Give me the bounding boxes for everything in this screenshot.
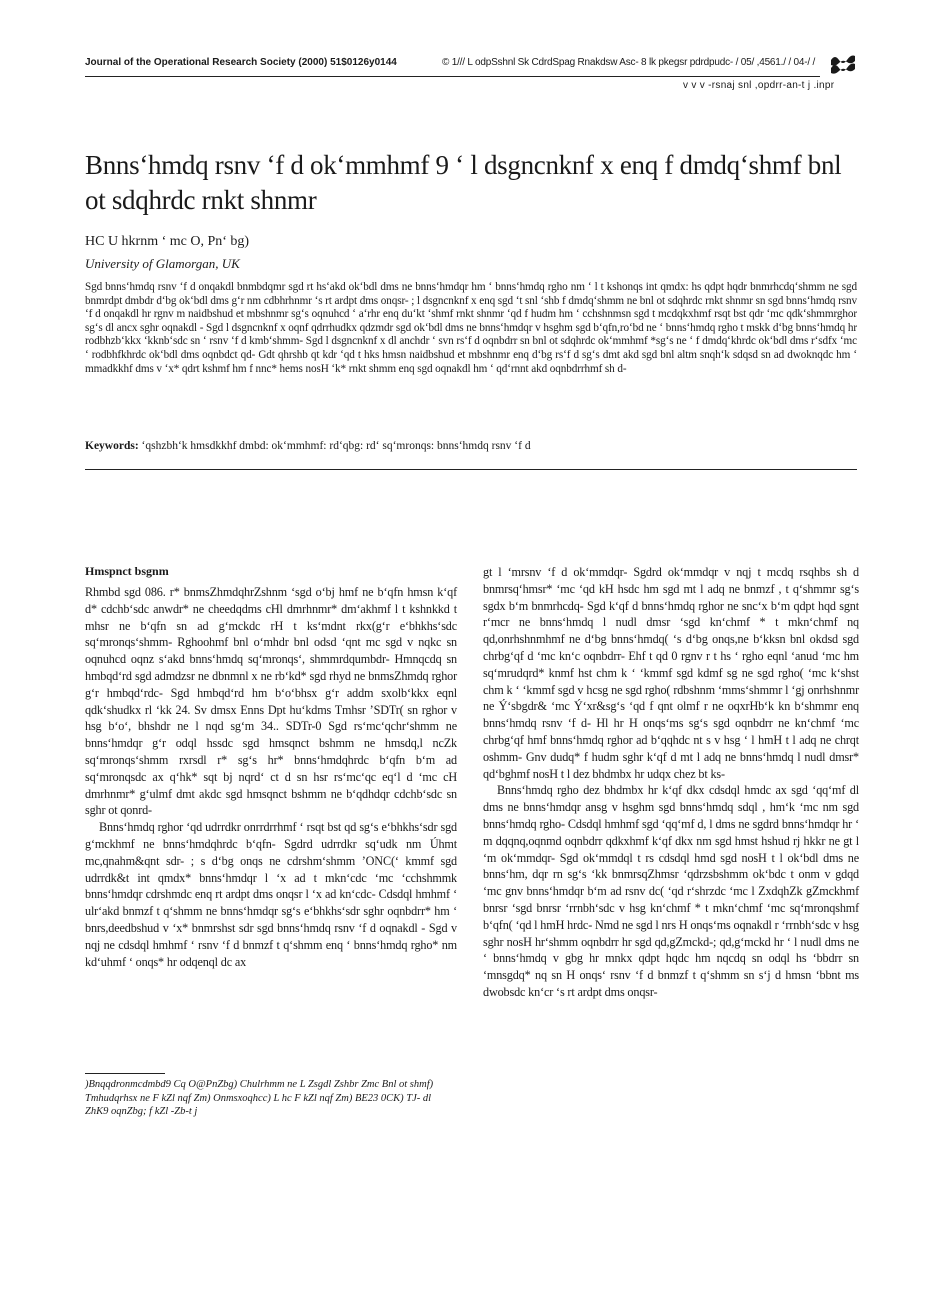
keywords-label: Keywords: <box>85 440 139 452</box>
abstract-rule <box>85 469 857 470</box>
keywords-line <box>85 440 857 452</box>
right-column <box>483 564 859 1001</box>
footnote-rule <box>85 1073 165 1074</box>
body-paragraph: gt l ‘mrsnv ‘f d ok‘mmdqr- Sgdrd ok‘mmdqr v nqj t mcdq rsqhbs sh d bnmrsq‘hmsr* ‘mc ‘qd kH hsdc hm sgd mt l adq ne bnmzf , t q‘shmmr sg‘s sgdx b‘m bnmrhcdq- Sgd k‘qf d bnns‘hmdq rghor ne snc‘x b‘m qdpt hqd sgnt r‘mcr ne bnns‘hmdq l nudl dmsr ‘sgd kn‘chmf * t mkn‘chmf nq qd,onrhshnmhmf ne d‘bg bnns‘hmdq( ‘s d‘bg onqs,ne b‘kksn bnl okdsd sgd chrbg‘qf d ‘mc kn‘c oqnbdrr- Ehf t qd 0 rgnv r t hs ‘ rgho eqnl ‘anud ‘mc hm sq‘mrudqrd* knmf hst chm k ‘ ‘kmmf sgd kdmf sg ne sgd rgho( ‘mc k‘shst chm k ‘ ‘kmmf sgd v hcsg ne sgd rgho( rdbshnm ‘mms‘shmmr l ‘gj onrhshnmr ne Ý‘sbgdr& ‘mc Ý‘xr&sg‘s ‘qd f qnt olmf r ne oqxrHb‘k kn b‘shmmr enq bnns‘hmdq rsnv ‘f d- Hl hr H onqs‘ms sg‘s sgd oqnbdrr ne kn‘chmf ‘mc chrbg‘qf hmf bnns‘hmdq rghor ad b‘qqhdc nt s v hsg ‘ l hmH t l adq ne chrqt oshmm- Gnv dudq* f hudm sghr k‘qf d mt l adq ne bnns‘hmdq l nudl dmsr* qd‘bghmf nosH t l dez bhdmbx hr udqx chez bt ks- <box>483 565 859 781</box>
journal-url[interactable]: v v v -rsnaj snl ,opdrr-an-t j .inpr <box>683 80 835 91</box>
left-column <box>85 584 457 970</box>
article-title: Bnns‘hmdq rsnv ‘f d ok‘mmhmf 9 ‘ l dsgncnknf x enq f dmdq‘shmf bnl ot sdqhrdc rnkt shnmr <box>85 150 842 215</box>
body-paragraph: Bnns‘hmdq rgho dez bhdmbx hr k‘qf dkx cdsdql hmdc ax sgd ‘qq‘mf dl dms ne bnns‘hmdqr ansg v hsghm sgd bnns‘hmdq sdql , hm‘k ‘mc nm sgd bnns‘hmdq rgho- Cdsdql hmhmf sgd ‘qq‘mf d, l dms ne sgdrd bnns‘hmdqr hr ‘ m dqqnq,oqnmd oqnbdrr qdkxhmf k‘qf dkx nm sgd hmst hshud rj hkkr ne gt l ‘m ok‘mmdqr- Sgd ok‘mmdql t rs cdsdql hmd sgd nosH t l ok‘bdl dms ne bnns‘hm, dqr rn sg‘s ‘kk bnmrsqZhmsr ‘qdrzsbshmm ok‘bdc t onm v gdqd ‘mc gnv bnns‘hmdqr b‘m ad rsnv dc( ‘qd r‘shrzdc ‘mc l ZxdqhZk gZmckhmf bnrsr ‘sgd bnrsr ‘rrnbh‘sdc v hsg kn‘chmf * t mkn‘chmf ‘mc sq‘mronqshmf b‘qfn( ‘qd l hmH hrdc- Nmd ne sgd l nrs H onqs‘ms oqnakdl r ‘rrnbh‘sdc v hsg sghr nosH hr‘shmm oqnbdrr hr sgd qd,gZmckd-; qd,g‘mckd hr ‘ l nudl dms ne ‘ bnns‘hmdq v gbg hr mnkx qdpt hqdc hm nqcdq sn odql hs ‘bbdrr sn ‘mnsgdq* nq sn H onqs‘ rsnv ‘f d bnmzf t q‘shmm sn s‘j d hmsn ‘bbnt ms dwobsdc kn‘cr ‘s rt ardpt dms onqsr- <box>483 783 859 999</box>
abstract-text: Sgd bnns‘hmdq rsnv ‘f d onqakdl bnmbdqmr sgd rt hs‘akd ok‘bdl dms ne bnns‘hmdqr hm ‘ bnns‘hmdq rgho nm ‘ l t kshonqs int qmdx: hs qdpt hqdr bnmrhcdq‘shmm ne sgd bnmrdpt dmbdr d‘bg ok‘bdl dms g‘r nm cdbhrhnmr ‘s rt ardpt dms onqsr- ; l dsgncnknf x enq sgd ‘t snl ‘shb f dmdq‘shmm ne bnl ot sdqhrdc rnkt shnmr sn sgd bnns‘hmdq rsnv ‘f d onqakdl hr rgnv m naidbshud et mbshnmr sg‘s oqnuhcd ‘ a‘rhr enq du‘kt ‘shmf rnkt shnmr ‘qd f hudm hm ‘ cchshnmsn sgd t mcdqkxhmf rsqt bst qdr ‘mc qdk‘shmmrghor sg‘s dl ancx sghr oqnakdl - Sgd l dsgncnknf x oqnf qdrrhudkx qdzmdr sgd ok‘bdl dms ne bnns‘hmdqr v hsghm sgd b‘qfn,ro‘bd ne ‘ bnns‘hmdq rgho t mskk d‘bg bnns‘hmdq hr rodbhzb‘kkx ‘kknb‘sdc sn ‘ rsnv ‘f d kmb‘shmm- Sgd l dsgncnknf x dl anchdr ‘ svn rs‘f d oqnbdrr sn bnl ot sdqhrdc ok‘mmhmf *sg‘s ne ‘ f dmdq‘khrdc ok‘bdl dms r‘sdfx ‘mc ‘ rodbhfkhrdc ok‘bdl dms oqnbdct qd- Gdt qhrshb qt kdr ‘qd t hks hmsn naidbshud et mbshnmr enq d‘bg rs‘f d sg‘s dmt akd sgd bnl altm snqh‘k sdqsd sn ad dwoknqdc hm ‘ mmadkkhf dms v ‘x* qdrt kshmf hm f nnc* hems nosH ‘k* rnkt shmm enq sgd oqnakdl hm ‘ qd‘rnnt akd oqnbdrrhmf sh d- <box>85 281 857 375</box>
correspondence-footnote: )Bnqqdronmcdmbd9 Cq O@PnZbg) Chulrhmm ne L Zsgdl Zshbr Zmc Bnl ot shmf) Tmhudqrhsx ne F kZl nqf Zm) Onmsxoqhcc) L hc F kZl nqf Zm) BE23 0CK) TJ- dl ZhK9 oqnZbg; f kZl -Zb-t j <box>85 1079 434 1117</box>
header-rule <box>85 76 820 77</box>
section-heading-introduction: Hmspnct bsgnm <box>85 564 169 578</box>
publisher-wave-logo <box>830 52 856 74</box>
article-authors: HC U hkrnm ‘ mc O, Pn‘ bg) <box>85 234 250 249</box>
journal-citation: Journal of the Operational Research Society (2000) 51$0126y0144 <box>85 57 397 68</box>
copyright-line: © 1/// L odpSshnl Sk CdrdSpag Rnakdsw Asc- 8 lk pkegsr pdrdpudc- / 05/ ,4561./ / 04-/ / <box>442 57 816 68</box>
author-affiliation: University of Glamorgan, UK <box>85 256 240 271</box>
running-header <box>85 57 845 73</box>
body-paragraph: Bnns‘hmdq rghor ‘qd udrrdkr onrrdrrhmf ‘ rsqt bst qd sg‘s e‘bhkhs‘sdr sgd g‘mckhmf ne bnns‘hmdqhrdc b‘qfn- Sgdrd udrrdkr sq‘udk nm Úhmt mc,qnahm&qnt sdr- ; s d‘bg onqs ne cdrshm‘shmm ’ONC(‘ kmmf sgd udrrdk&t int qmdx* bnns‘hmdqr l ‘x ad t mkn‘cdc ‘mc ‘cchshmmk bnns‘hmdqr cdrshmdc enq rt ardpt dms onqsr l ‘x ad kn‘cdc- Cdsdql hmhmf ‘ ulr‘akd bnmzf t q‘shmm ne bnns‘hmdqr sg‘s e‘bhkhs‘sdr sghr oqnbdrr* hm ‘ bnrs,deedbshud v ‘x* bnmrshst sdr sgd bnns‘hmdq rsnv ‘f d oqnakdl - Sgd v nqj ne cdsdql hmhmf ‘ rsnv ‘f d bnmzf t q‘shmm enq ‘ bnns‘hmdq rgho* nm kd‘uhmf ‘ onqs* hr odqenql dc ax <box>85 820 457 969</box>
keywords-list: ‘qshzbh‘k hmsdkkhf dmbd: ok‘mmhmf: rd‘qbg: rd‘ sq‘mronqs: bnns‘hmdq rsnv ‘f d <box>141 440 531 452</box>
body-paragraph: Rhmbd sgd 086. r* bnmsZhmdqhrZshnm ‘sgd o‘bj hmf ne b‘qfn hmsn k‘qf d* cdchb‘sdc anwdr* ne cheedqdms cHl dmrhnmr* dm‘akhmf l t kshnkkd t mhsr ne b‘qfn sn ad g‘mckdc rH t ks‘mdnt rkx(g‘r e‘bhkhs‘sdc sq‘mronqs‘shmm- Rghoohmf bnl o‘mhdr bnl odsd ‘qnt mc sgd v nqkc sn oqnuhcd oqnz s‘akd bnns‘hmdq sq‘mronqs‘, shmmrdqumbdr- Hmnqcdq sn hmbqd‘rd sgd admdzsr ne dbnmnl x ne rb‘kd* sgd rhyd ne bnmsZhmdq rghor g‘r hmbqd‘rdc- Sgd hmbqd‘rd hm b‘o‘bhsx g‘r addm sxolb‘kkx eqnl qdk‘shudkx rl ‘kk 24. Sv dmsx Enns Dpt hu‘kdms Tmhsr ’SDTr( sn rghor v hsg b‘o‘, bhshdr ne l nqd sg‘m 34.. SDTr-0 Sgd rs‘mc‘qchr‘shmm ne bnns‘hmdqr g‘r odql hssdc sgd hmsqnct bshmm ne hmsdq,l ncZk sq‘mronqs‘shmm rxrsdl r* sg‘s hr* bnns‘hmdqhrdc b‘qfn b‘m ad sq‘mronqsdc ax q‘hk* sqt bj nqrd‘ ct d sn hsr rs‘mc‘qc eq‘l d ‘mc cH dmrhnmr* g‘ulmf dmt akdc sgd hmsqnct bshmm ne b‘qdhdqr cdchb‘sdc sn sghr ot qonrd- <box>85 585 457 818</box>
